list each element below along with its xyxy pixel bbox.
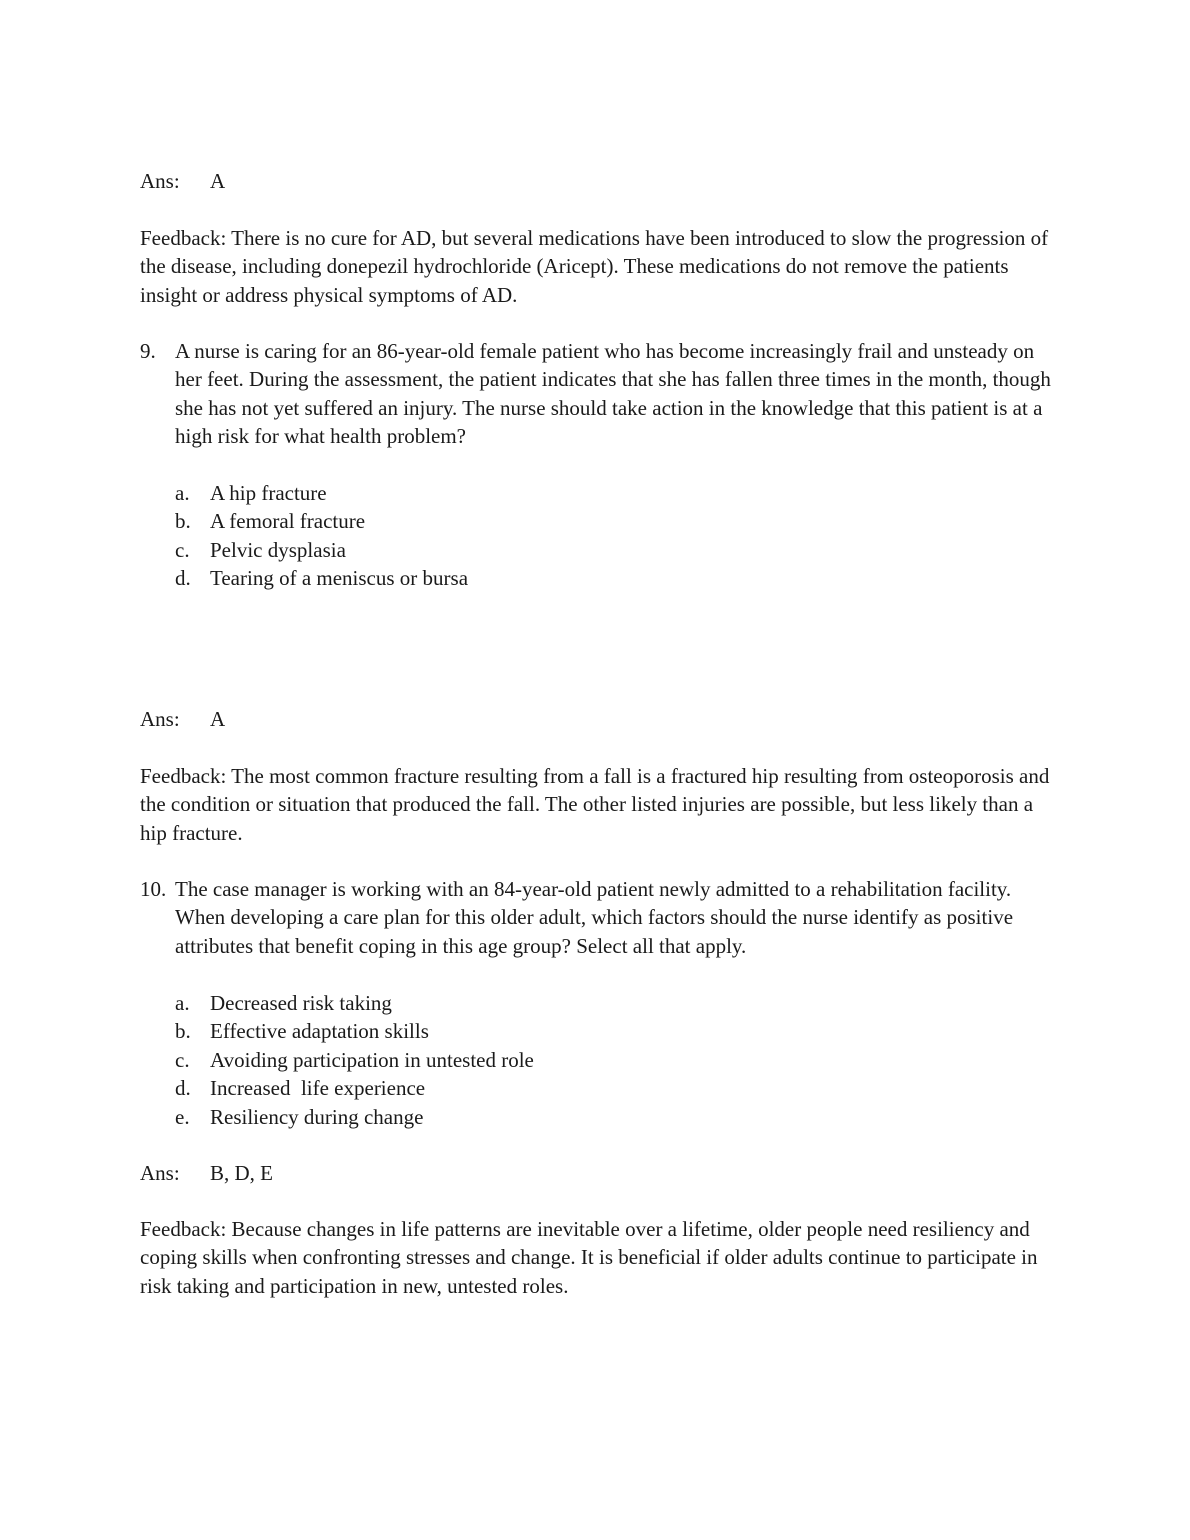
option-letter: a. [175, 481, 190, 505]
question-number: 9. [140, 339, 156, 363]
answer-value: A [210, 169, 226, 193]
option-item [175, 564, 1055, 592]
option-item [175, 1017, 1055, 1045]
option-item [175, 536, 1055, 564]
question-10 [140, 875, 1055, 960]
option-item [175, 1074, 1055, 1102]
answer-value: B, D, E [210, 1161, 273, 1185]
option-letter: c. [175, 1047, 190, 1072]
option-text: Tearing of a meniscus or bursa [210, 566, 469, 591]
feedback-paragraph: Feedback: The most common fracture resulting from a fall is a fractured hip resulting from osteoporosis and the condition or situation that produced the fall. The other listed injuries are possible, but less likely than a hip fracture. [140, 764, 1050, 845]
question-9 [140, 337, 1055, 451]
option-text: Decreased risk taking [210, 991, 392, 1015]
option-list [175, 479, 1055, 593]
option-letter: e. [175, 1104, 190, 1129]
option-letter: d. [175, 1076, 191, 1101]
answer-label: Ans: [140, 1161, 180, 1185]
answer-line [140, 705, 1055, 733]
answer-line [140, 167, 1055, 195]
answer-label: Ans: [140, 707, 180, 731]
option-text: Avoiding participation in untested role [210, 1047, 534, 1072]
option-letter: d. [175, 566, 191, 591]
option-list [175, 989, 1055, 1131]
answer-value: A [210, 707, 226, 731]
question-text: A nurse is caring for an 86-year-old female patient who has become increasingly frail and unsteady on her feet. During the assessment, the patient indicates that she has fallen three times in the month, though she has not yet suffered an injury. The nurse should take action in the knowledge that this patient is at a high risk for what health problem? [175, 339, 1051, 449]
option-text: Pelvic dysplasia [210, 537, 346, 562]
option-letter: a. [175, 991, 190, 1015]
option-item [175, 507, 1055, 535]
option-text: Effective adaptation skills [210, 1019, 429, 1044]
option-text: A hip fracture [210, 481, 327, 505]
answer-line [140, 1159, 1055, 1187]
answer-label: Ans: [140, 169, 180, 193]
option-item [175, 479, 1055, 507]
option-item [175, 989, 1055, 1017]
option-item [175, 1046, 1055, 1074]
question-text: The case manager is working with an 84-year-old patient newly admitted to a rehabilitation facility. When developing a care plan for this older adult, which factors should the nurse identify as positive attributes that benefit coping in this age group? Select all that apply. [175, 877, 1014, 958]
option-letter: c. [175, 537, 190, 562]
feedback-paragraph: Feedback: Because changes in life patterns are inevitable over a lifetime, older people need resiliency and coping skills when confronting stresses and change. It is beneficial if older adults continue to participate in risk taking and participation in new, untested roles. [140, 1217, 1038, 1298]
option-text: Resiliency during change [210, 1104, 424, 1129]
option-letter: b. [175, 509, 191, 534]
feedback-paragraph: Feedback: There is no cure for AD, but several medications have been introduced to slow the progression of the disease, including donepezil hydrochloride (Aricept). These medications do not remove the patients insight or address physical symptoms of AD. [140, 226, 1049, 307]
option-letter: b. [175, 1019, 191, 1044]
question-number: 10. [140, 877, 167, 901]
option-text: Increased life experience [210, 1076, 426, 1101]
option-item [175, 1103, 1055, 1131]
option-text: A femoral fracture [210, 509, 366, 534]
